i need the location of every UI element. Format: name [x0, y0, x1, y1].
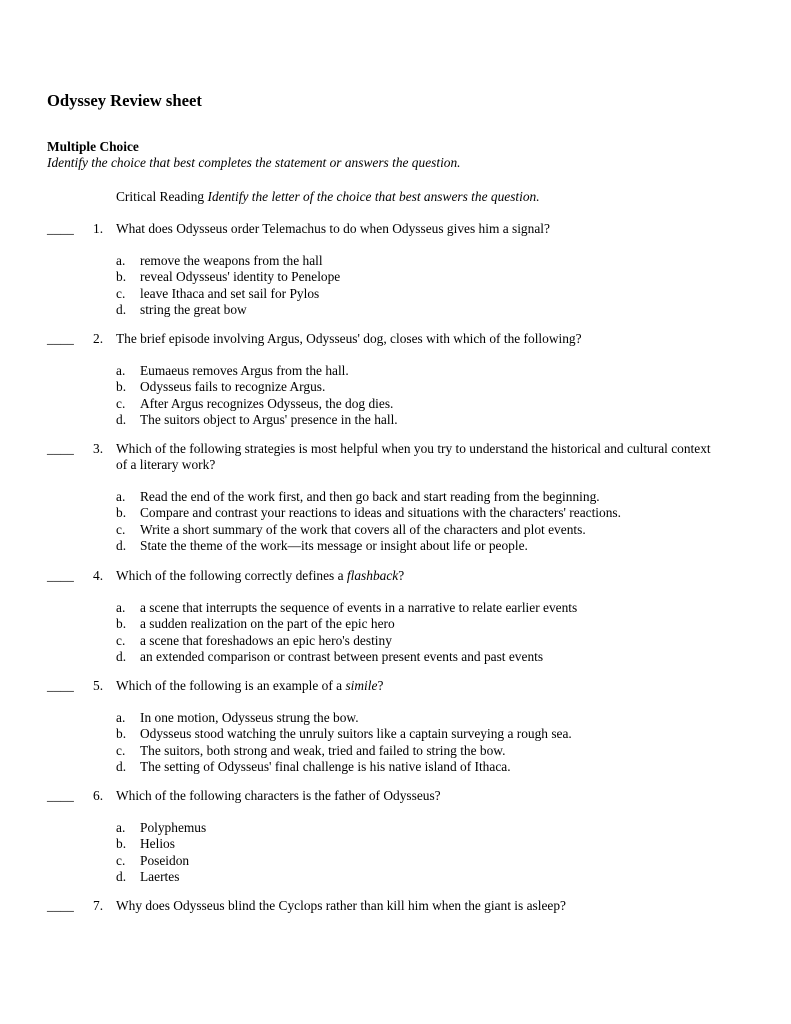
critical-reading-line: [116, 189, 540, 205]
section-title: Multiple Choice: [47, 139, 139, 154]
question-stem: What does Odysseus order Telemachus to do when Odysseus gives him a signal?: [116, 221, 550, 236]
question-stem: Which of the following is an example of a simile?: [116, 678, 384, 693]
page-title: Odyssey Review sheet: [47, 91, 202, 110]
answer-blank[interactable]: ____: [47, 568, 74, 583]
answer-blank[interactable]: ____: [47, 898, 74, 913]
question-number: 1.: [93, 221, 104, 236]
question-number: 6.: [93, 788, 104, 803]
question-stem: Which of the following characters is the father of Odysseus?: [116, 788, 441, 803]
critical-reading-instruction: Identify the letter of the choice that best answers the question.: [207, 189, 540, 204]
answer-blank[interactable]: ____: [47, 678, 74, 693]
question-stem: Which of the following strategies is most helpful when you try to understand the historical and cultural context of a literary work?: [116, 441, 711, 473]
question-stem: Which of the following correctly defines a flashback?: [116, 568, 405, 583]
answer-blank[interactable]: ____: [47, 788, 74, 803]
question-stem: The brief episode involving Argus, Odysseus' dog, closes with which of the following?: [116, 331, 582, 346]
answer-blank[interactable]: ____: [47, 221, 74, 236]
answer-blank[interactable]: ____: [47, 331, 74, 346]
question-number: 7.: [93, 898, 104, 913]
critical-reading-label: Critical Reading: [116, 189, 205, 204]
question-number: 3.: [93, 441, 104, 456]
question-number: 2.: [93, 331, 104, 346]
question-number: 4.: [93, 568, 104, 583]
section-instruction: Identify the choice that best completes the statement or answers the question.: [47, 155, 461, 170]
question-stem: Why does Odysseus blind the Cyclops rather than kill him when the giant is asleep?: [116, 898, 566, 913]
answer-blank[interactable]: ____: [47, 441, 74, 456]
question-number: 5.: [93, 678, 104, 693]
